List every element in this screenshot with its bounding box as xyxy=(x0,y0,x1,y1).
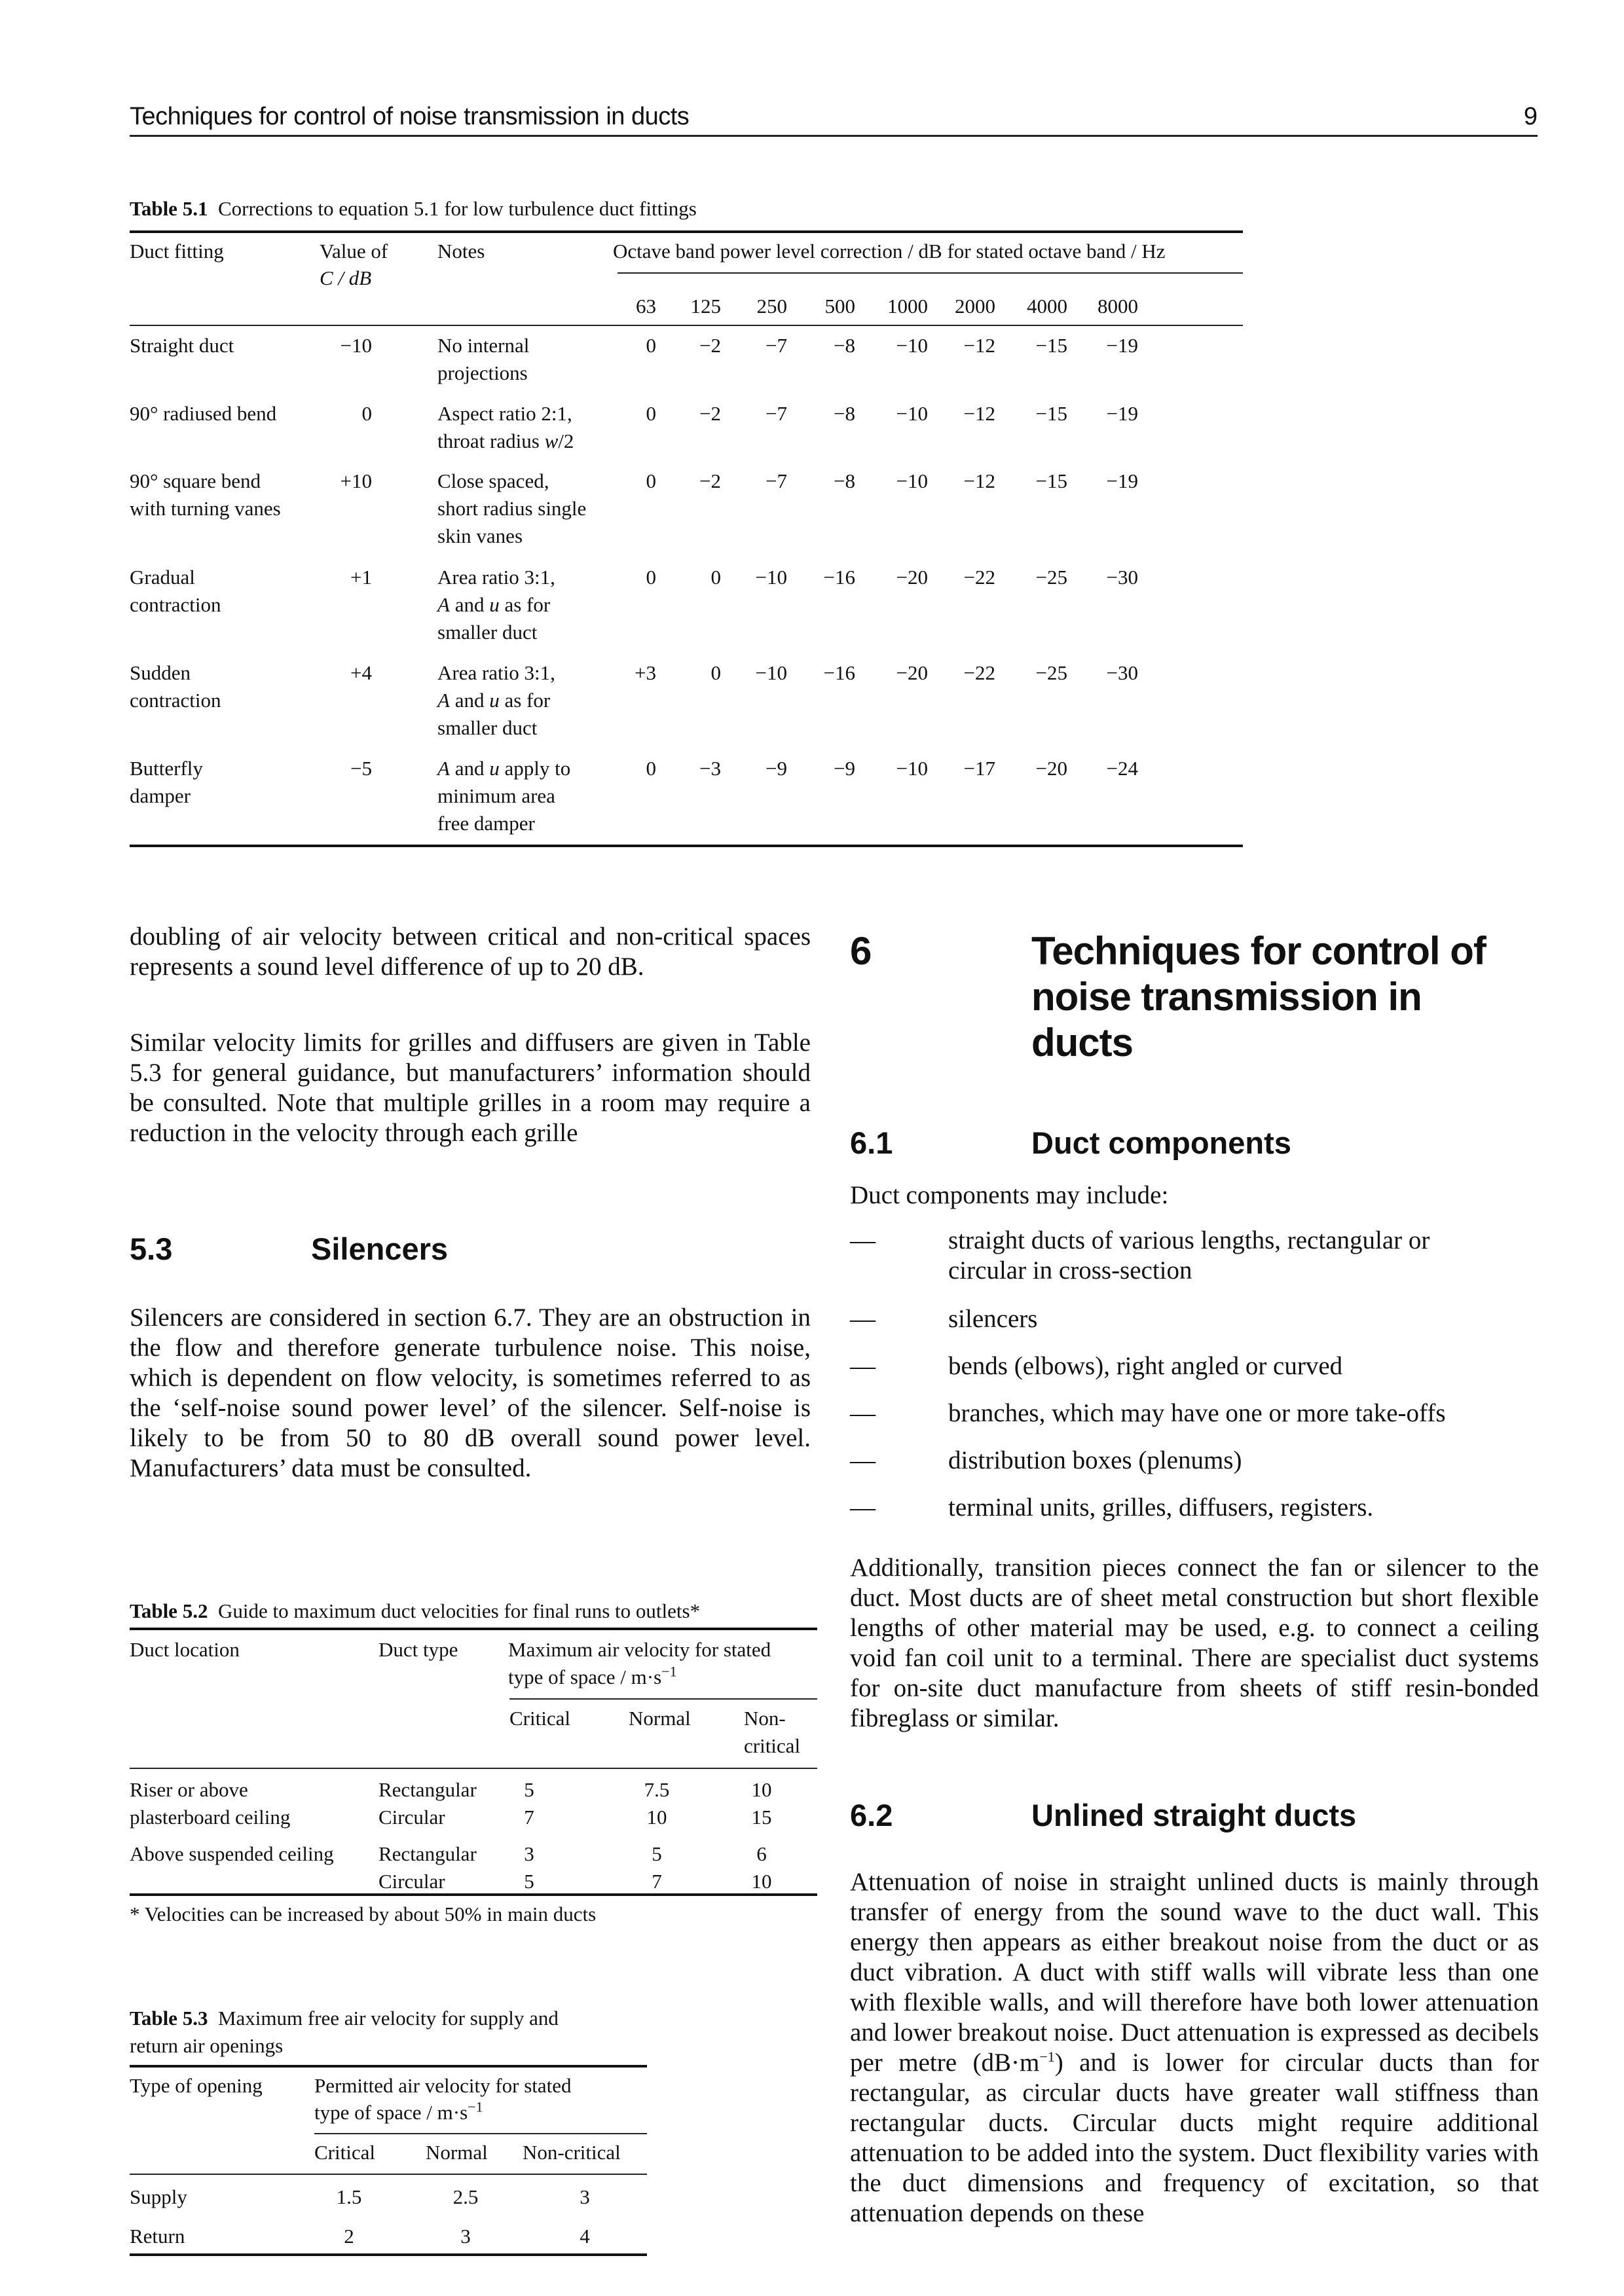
correction-value: −20 xyxy=(1035,757,1067,780)
column-header-octave: Octave band power level correction / dB for stated octave band / Hz xyxy=(613,240,1166,263)
duct-fitting-name: Straight duct xyxy=(130,334,234,357)
correction-value: −2 xyxy=(699,402,721,425)
correction-value: −19 xyxy=(1106,402,1138,425)
list-item xyxy=(850,1446,1544,1476)
list-item xyxy=(850,1351,1544,1381)
octave-band-header: 4000 xyxy=(1027,295,1067,318)
column-header-type-of-opening: Type of opening xyxy=(130,2074,263,2097)
correction-value: −2 xyxy=(699,469,721,492)
correction-value: −15 xyxy=(1035,469,1067,492)
table-caption-text-2: return air openings xyxy=(130,2034,284,2057)
correction-value: −10 xyxy=(896,757,928,780)
fitting-note: short radius single xyxy=(437,497,587,520)
c-value: +1 xyxy=(350,566,372,589)
column-header-permitted-velocity-unit: type of space / $m\cdot s^{-1}$ xyxy=(314,2098,483,2124)
correction-value: −30 xyxy=(1106,566,1138,589)
column-header-max-velocity-unit: type of space / $m\cdot s^{-1}$ xyxy=(508,1663,677,1688)
column-header-noncritical-2: critical xyxy=(744,1734,801,1757)
correction-value: +3 xyxy=(635,661,656,684)
correction-value: 0 xyxy=(710,566,721,589)
octave-band-header: 500 xyxy=(824,295,855,318)
correction-value: 0 xyxy=(646,566,656,589)
correction-value: −12 xyxy=(963,402,995,425)
table-caption-text: Guide to maximum duct velocities for final runs to outlets* xyxy=(217,1599,701,1622)
fitting-note: throat radius w/2 xyxy=(437,429,574,452)
table-rule-bottom xyxy=(130,2253,647,2256)
column-header-max-velocity: Maximum air velocity for stated xyxy=(508,1638,771,1661)
correction-value: −16 xyxy=(823,566,855,589)
correction-value: −10 xyxy=(755,566,787,589)
octave-band-header: 1000 xyxy=(887,295,928,318)
duct-fitting-name: contraction xyxy=(130,593,221,616)
velocity-header-rule xyxy=(314,2133,647,2134)
column-header-critical: Critical xyxy=(314,2141,375,2164)
dash-bullet-icon: — xyxy=(850,1305,876,1333)
octave-band-header: 2000 xyxy=(955,295,995,318)
dash-bullet-icon: — xyxy=(850,1493,876,1522)
table-caption-text: Corrections to equation 5.1 for low turbulence duct fittings xyxy=(217,197,697,220)
duct-fitting-name: Gradual xyxy=(130,566,195,589)
duct-fitting-name: 90° square bend xyxy=(130,469,261,492)
velocity-noncritical: 15 xyxy=(751,1806,772,1829)
fitting-note: minimum area xyxy=(437,784,555,807)
duct-fitting-name: with turning vanes xyxy=(130,497,281,520)
correction-value: −17 xyxy=(963,757,995,780)
fitting-note: skin vanes xyxy=(437,524,523,547)
chapter-6-title: Techniques for control of noise transmission in ducts xyxy=(1031,929,1486,1065)
duct-type: Circular xyxy=(378,1806,445,1829)
duct-type: Circular xyxy=(378,1870,445,1893)
silencers-paragraph: Silencers are considered in section 6.7. They are an obstruction in the flow and therefore generate turbulence noise. This noise, which is dependent on flow velocity, is sometimes referred to as the ‘self-noise sound power level’ of the silencer. Self-noise is likely to be from 50 to 80 dB overall sound power level. Manufacturers’ data must be consulted. xyxy=(130,1303,811,1482)
dash-bullet-icon: — xyxy=(850,1399,876,1427)
velocity-critical: 3 xyxy=(524,1842,534,1865)
correction-value: −8 xyxy=(834,469,855,492)
fitting-note: Area ratio 3:1, xyxy=(437,661,555,684)
paragraph-grilles: Similar velocity limits for grilles and diffusers are given in Table 5.3 for general guidance, but manufacturers’ information should be consulted. Note that multiple grilles in a room may require a reduction in the velocity through each grille xyxy=(130,1029,811,1147)
list-item-text: distribution boxes (plenums) xyxy=(948,1446,1242,1474)
paragraph-velocity-doubling: doubling of air velocity between critical and non-critical spaces represents a sound level difference of up to 20 dB. xyxy=(130,922,811,981)
correction-value: −10 xyxy=(896,469,928,492)
fitting-note: A and u apply to xyxy=(437,757,571,780)
section-6-2-title: Unlined straight ducts xyxy=(1031,1798,1357,1832)
section-6-2-number: 6.2 xyxy=(850,1798,893,1832)
opening-type: Supply xyxy=(130,2185,187,2208)
duct-components-intro: Duct components may include: xyxy=(850,1181,1169,1209)
list-item xyxy=(850,1398,1544,1429)
list-item-text: branches, which may have one or more take-offs xyxy=(948,1399,1446,1427)
velocity-critical: 2 xyxy=(344,2225,354,2248)
section-5-3-number: 5.3 xyxy=(130,1231,173,1266)
correction-value: −10 xyxy=(755,661,787,684)
list-item-text: terminal units, grilles, diffusers, registers. xyxy=(948,1493,1374,1522)
octave-band-header: 125 xyxy=(690,295,721,318)
fitting-note: smaller duct xyxy=(437,716,538,739)
c-value: 0 xyxy=(361,402,372,425)
correction-value: −24 xyxy=(1106,757,1138,780)
correction-value: −30 xyxy=(1106,661,1138,684)
column-header-notes: Notes xyxy=(437,240,485,263)
velocity-normal: 7 xyxy=(652,1870,662,1893)
correction-value: −25 xyxy=(1035,661,1067,684)
correction-value: 0 xyxy=(646,757,656,780)
duct-type: Rectangular xyxy=(378,1842,477,1865)
column-header-noncritical: Non- xyxy=(744,1707,786,1730)
correction-value: −8 xyxy=(834,402,855,425)
velocity-normal: 3 xyxy=(460,2225,471,2248)
velocity-noncritical: 4 xyxy=(580,2225,590,2248)
unlined-ducts-paragraph: Attenuation of noise in straight unlined ducts is mainly through transfer of energy from the sound wave to the duct wall. This energy then appears as either breakout noise from the duct or as duct vibration. A duct with stiff walls will vibrate less than one with flexible walls, and will therefore have both lower attenuation and lower breakout noise. Duct attenuation is expressed as decibels per metre $(dB\cdot m^{-1})$ and is lower for circular ducts than for rectangular, as circular ducts have greater wall stiffness than rectangular ducts. Circular ducts might require additional attenuation to be added into the system. Duct flexibility varies with the duct dimensions and frequency of excitation, so that attenuation depends on these xyxy=(850,1868,1539,2227)
duct-location: Above suspended ceiling xyxy=(130,1842,334,1865)
c-value: +4 xyxy=(350,661,372,684)
duct-fitting-name: Butterfly xyxy=(130,757,203,780)
correction-value: −9 xyxy=(766,757,787,780)
velocity-normal: 10 xyxy=(646,1806,667,1829)
table-label: Table 5.1 xyxy=(130,197,208,220)
duct-fitting-name: Sudden xyxy=(130,661,191,684)
correction-value: −9 xyxy=(834,757,855,780)
fitting-note: A and u as for xyxy=(437,689,551,712)
correction-value: −7 xyxy=(766,334,787,357)
duct-fitting-name: contraction xyxy=(130,689,221,712)
column-header-duct-location: Duct location xyxy=(130,1638,240,1661)
correction-value: −12 xyxy=(963,469,995,492)
velocity-noncritical: 10 xyxy=(751,1870,772,1893)
list-item-text: silencers xyxy=(948,1305,1038,1333)
table-footnote: * Velocities can be increased by about 50% in main ducts xyxy=(130,1903,597,1925)
velocity-noncritical: 10 xyxy=(751,1778,772,1801)
list-item-text: circular in cross-section xyxy=(948,1256,1192,1285)
section-5-3-title: Silencers xyxy=(311,1231,449,1266)
table-caption-text: Maximum free air velocity for supply and xyxy=(217,2007,559,2030)
table-label: Table 5.2 xyxy=(130,1599,208,1622)
fitting-note: projections xyxy=(437,361,528,384)
opening-type: Return xyxy=(130,2225,185,2248)
running-title: Techniques for control of noise transmission in ducts xyxy=(130,103,690,130)
column-header-value-unit: C / dB xyxy=(320,266,372,289)
correction-value: −12 xyxy=(963,334,995,357)
correction-value: −16 xyxy=(823,661,855,684)
duct-location: plasterboard ceiling xyxy=(130,1806,291,1829)
velocity-noncritical: 6 xyxy=(756,1842,767,1865)
correction-value: −20 xyxy=(896,566,928,589)
column-header-duct-fitting: Duct fitting xyxy=(130,240,224,263)
fitting-note: A and u as for xyxy=(437,593,551,616)
correction-value: −7 xyxy=(766,402,787,425)
table-header-rule xyxy=(130,2174,647,2175)
table-label: Table 5.3 xyxy=(130,2007,208,2030)
list-item-text: straight ducts of various lengths, rectangular or xyxy=(948,1226,1430,1254)
correction-value: −10 xyxy=(896,334,928,357)
transition-pieces-paragraph: Additionally, transition pieces connect the fan or silencer to the duct. Most ducts are of sheet metal construction but short flexible lengths of other material may be used, e.g. to connect a ceiling void fan coil unit to a terminal. There are specialist duct systems for on-site duct manufacture from sheets of stiff resin-bonded fibreglass or similar. xyxy=(850,1554,1539,1732)
velocity-critical: 7 xyxy=(524,1806,534,1829)
correction-value: −22 xyxy=(963,661,995,684)
list-item-text: bends (elbows), right angled or curved xyxy=(948,1352,1343,1380)
correction-value: 0 xyxy=(646,402,656,425)
velocity-critical: 5 xyxy=(524,1778,534,1801)
list-item xyxy=(850,1493,1544,1523)
correction-value: −15 xyxy=(1035,402,1067,425)
fitting-note: Aspect ratio 2:1, xyxy=(437,402,572,425)
column-header-value: Value of xyxy=(320,240,388,263)
duct-fitting-name: damper xyxy=(130,784,191,807)
correction-value: −20 xyxy=(896,661,928,684)
duct-type: Rectangular xyxy=(378,1778,477,1801)
correction-value: 0 xyxy=(646,469,656,492)
fitting-note: free damper xyxy=(437,812,535,835)
duct-location: Riser or above xyxy=(130,1778,248,1801)
chapter-6-number: 6 xyxy=(850,929,872,973)
table-5-3 xyxy=(130,0,647,2296)
list-item xyxy=(850,1304,1544,1334)
column-header-normal: Normal xyxy=(629,1707,691,1730)
fitting-note: Area ratio 3:1, xyxy=(437,566,555,589)
correction-value: −22 xyxy=(963,566,995,589)
velocity-normal: 5 xyxy=(652,1842,662,1865)
correction-value: −25 xyxy=(1035,566,1067,589)
column-header-duct-type: Duct type xyxy=(378,1638,458,1661)
velocity-noncritical: 3 xyxy=(580,2185,590,2208)
dash-bullet-icon: — xyxy=(850,1226,876,1254)
column-header-normal: Normal xyxy=(426,2141,488,2164)
fitting-note: Close spaced, xyxy=(437,469,549,492)
correction-value: −2 xyxy=(699,334,721,357)
velocity-critical: 1.5 xyxy=(336,2185,362,2208)
c-value: −5 xyxy=(350,757,372,780)
octave-band-header: 63 xyxy=(636,295,656,318)
correction-value: 0 xyxy=(646,334,656,357)
section-6-1-title: Duct components xyxy=(1031,1125,1291,1160)
correction-value: −19 xyxy=(1106,334,1138,357)
correction-value: −7 xyxy=(766,469,787,492)
table-rule-top xyxy=(130,2065,647,2068)
list-item xyxy=(850,1226,1544,1286)
correction-value: −10 xyxy=(896,402,928,425)
velocity-normal: 7.5 xyxy=(644,1778,670,1801)
correction-value: −19 xyxy=(1106,469,1138,492)
c-value: −10 xyxy=(340,334,372,357)
column-header-permitted-velocity: Permitted air velocity for stated xyxy=(314,2074,572,2097)
dash-bullet-icon: — xyxy=(850,1352,876,1380)
column-header-noncritical: Non-critical xyxy=(523,2141,621,2164)
fitting-note: smaller duct xyxy=(437,621,538,644)
velocity-critical: 5 xyxy=(524,1870,534,1893)
velocity-normal: 2.5 xyxy=(452,2185,479,2208)
correction-value: −15 xyxy=(1035,334,1067,357)
dash-bullet-icon: — xyxy=(850,1446,876,1474)
fitting-note: No internal xyxy=(437,334,530,357)
c-value: +10 xyxy=(340,469,372,492)
octave-band-header: 8000 xyxy=(1098,295,1138,318)
section-6-1-number: 6.1 xyxy=(850,1125,893,1160)
octave-band-header: 250 xyxy=(756,295,787,318)
duct-fitting-name: 90° radiused bend xyxy=(130,402,277,425)
correction-value: 0 xyxy=(710,661,721,684)
column-header-critical: Critical xyxy=(509,1707,570,1730)
page-number: 9 xyxy=(1523,103,1538,130)
correction-value: −8 xyxy=(834,334,855,357)
correction-value: −3 xyxy=(699,757,721,780)
